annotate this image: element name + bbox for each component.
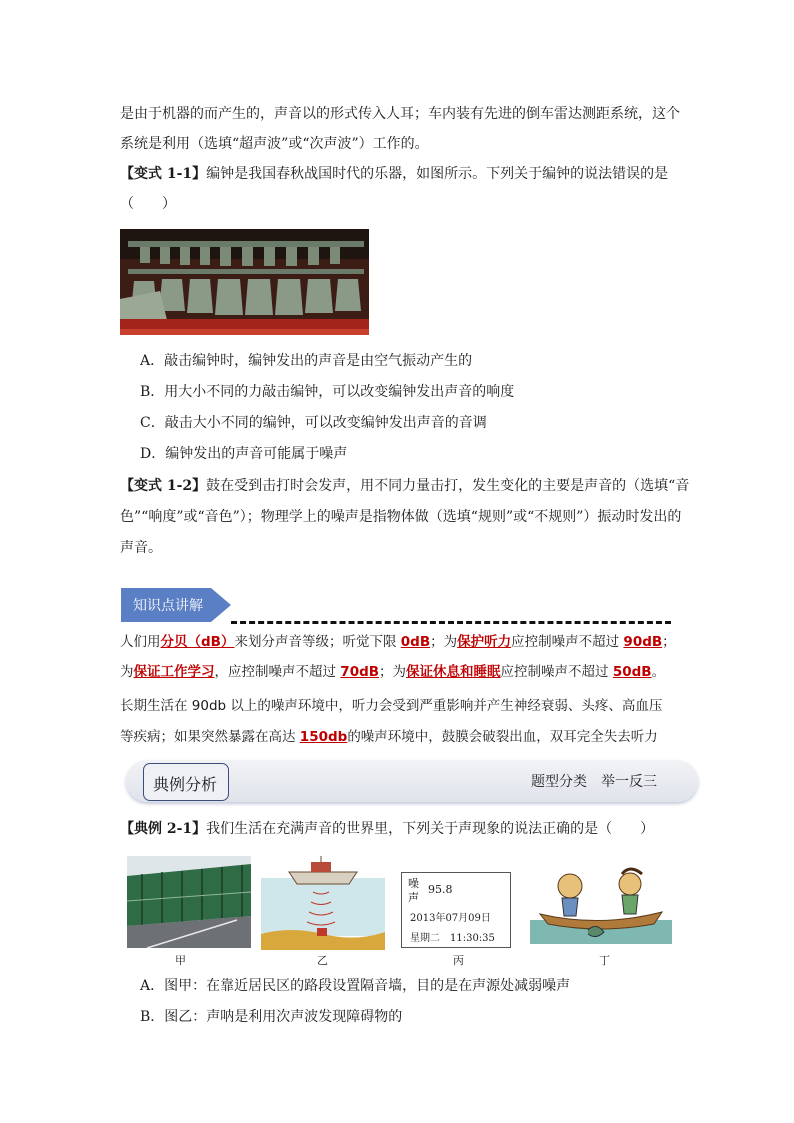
- variant-1-2-line-1: [120, 476, 689, 496]
- meter-date: 2013年07月09日: [410, 913, 491, 924]
- intro-line-2: 系统是利用（选填“超声波”或“次声波”）工作的。: [120, 136, 429, 152]
- k1-protect-hearing: 保护听力: [457, 634, 512, 650]
- meter-value: 95.8: [428, 883, 453, 896]
- variant-1-2-line-2: 色”“响度”或“音色”）；物理学上的噪声是指物体做（选填“规则”或“不规则”）振动时发出的: [120, 509, 682, 525]
- intro-line-1: 是由于机器的而产生的，声音以的形式传入人耳；车内装有先进的倒车雷达测距系统，这个: [120, 106, 680, 122]
- caption-yi: 乙: [317, 954, 328, 967]
- example-2-1-tag: 【典例 2-1】: [120, 821, 207, 837]
- caption-ding: 丁: [599, 954, 610, 967]
- variant-1-2-text-1: 鼓在受到击打时会发声，用不同力量击打，发生变化的主要是声音的（选填“音: [206, 478, 690, 494]
- example-option-a: A．图甲：在靠近居民区的路段设置隔音墙，目的是在声源处减弱噪声: [140, 978, 571, 994]
- k1-e: ；为: [430, 634, 458, 650]
- example-banner-tags: 题型分类 举一反三: [531, 774, 657, 790]
- knowledge-line-4: [120, 727, 658, 747]
- option-b: B．用大小不同的力敲击编钟，可以改变编钟发出声音的响度: [140, 384, 515, 400]
- k1-0db: 0dB: [400, 634, 431, 650]
- variant-1-2-tag: 【变式 1-2】: [120, 478, 207, 494]
- caption-bing: 丙: [453, 954, 464, 967]
- variant-1-1-tag: 【变式 1-1】: [120, 166, 207, 182]
- example-2-1-text: 我们生活在充满声音的世界里，下列关于声现象的说法正确的是（ ）: [206, 821, 655, 837]
- k4-a: 等疾病；如果突然暴露在高达: [120, 729, 300, 745]
- k2-50db: 50dB: [612, 664, 652, 680]
- k1-c: 来划分声音等级；听觉下限: [234, 634, 401, 650]
- variant-1-2-line-3: 声音。: [120, 540, 162, 556]
- k2-a: 为: [120, 664, 134, 680]
- knowledge-banner-label: 知识点讲解: [133, 598, 203, 614]
- k1-90db: 90dB: [623, 634, 663, 650]
- k1-decibel: 分贝（dB）: [160, 634, 235, 650]
- knowledge-line-2: [120, 662, 665, 682]
- option-c: C．敲击大小不同的编钟，可以改变编钟发出声音的音调: [140, 415, 487, 431]
- k4-c: 的噪声环境中，鼓膜会破裂出血，双耳完全失去听力: [347, 729, 658, 745]
- k2-c: ，应控制噪声不超过: [214, 664, 341, 680]
- meter-label-top: 噪: [408, 877, 419, 890]
- figure-boat-cartoon: [530, 862, 672, 944]
- k2-i: 。: [651, 664, 666, 680]
- k2-work-study: 保证工作学习: [133, 664, 215, 680]
- meter-label-bottom: 声: [408, 891, 419, 904]
- k2-g: 应控制噪声不超过: [500, 664, 613, 680]
- chime-bells-photo: [120, 229, 369, 335]
- k1-g: 应控制噪声不超过: [511, 634, 624, 650]
- knowledge-banner: [121, 588, 231, 622]
- k2-e: ；为: [379, 664, 407, 680]
- figure-sonar-ship: [261, 856, 385, 950]
- k1-a: 人们用: [120, 634, 161, 650]
- meter-time: 星期二 11:30:35: [410, 933, 495, 944]
- variant-1-1-paren: （ ）: [120, 196, 176, 212]
- option-a: A．敲击编钟时，编钟发出的声音是由空气振动产生的: [140, 353, 473, 369]
- variant-1-1-text: 编钟是我国春秋战国时代的乐器，如图所示。下列关于编钟的说法错误的是: [206, 166, 669, 182]
- figure-noise-meter: [401, 872, 511, 948]
- k1-i: ；: [662, 634, 676, 650]
- k2-rest-sleep: 保证休息和睡眠: [406, 664, 501, 680]
- variant-1-1-question: [120, 164, 668, 184]
- k2-70db: 70dB: [340, 664, 380, 680]
- figure-sound-barrier: [127, 856, 251, 948]
- example-banner-label: 典例分析: [153, 775, 218, 794]
- k4-150db: 150db: [299, 729, 348, 745]
- example-option-b: B．图乙：声呐是利用次声波发现障碍物的: [140, 1009, 403, 1025]
- caption-jia: 甲: [175, 954, 186, 967]
- example-2-1-question: [120, 819, 654, 839]
- knowledge-divider-dashed: [231, 621, 671, 624]
- option-d: D．编钟发出的声音可能属于噪声: [140, 446, 348, 462]
- knowledge-line-1: [120, 632, 676, 652]
- knowledge-line-3: 长期生活在 90db 以上的噪声环境中，听力会受到严重影响并产生神经衰弱、头疼、高血压: [120, 698, 663, 714]
